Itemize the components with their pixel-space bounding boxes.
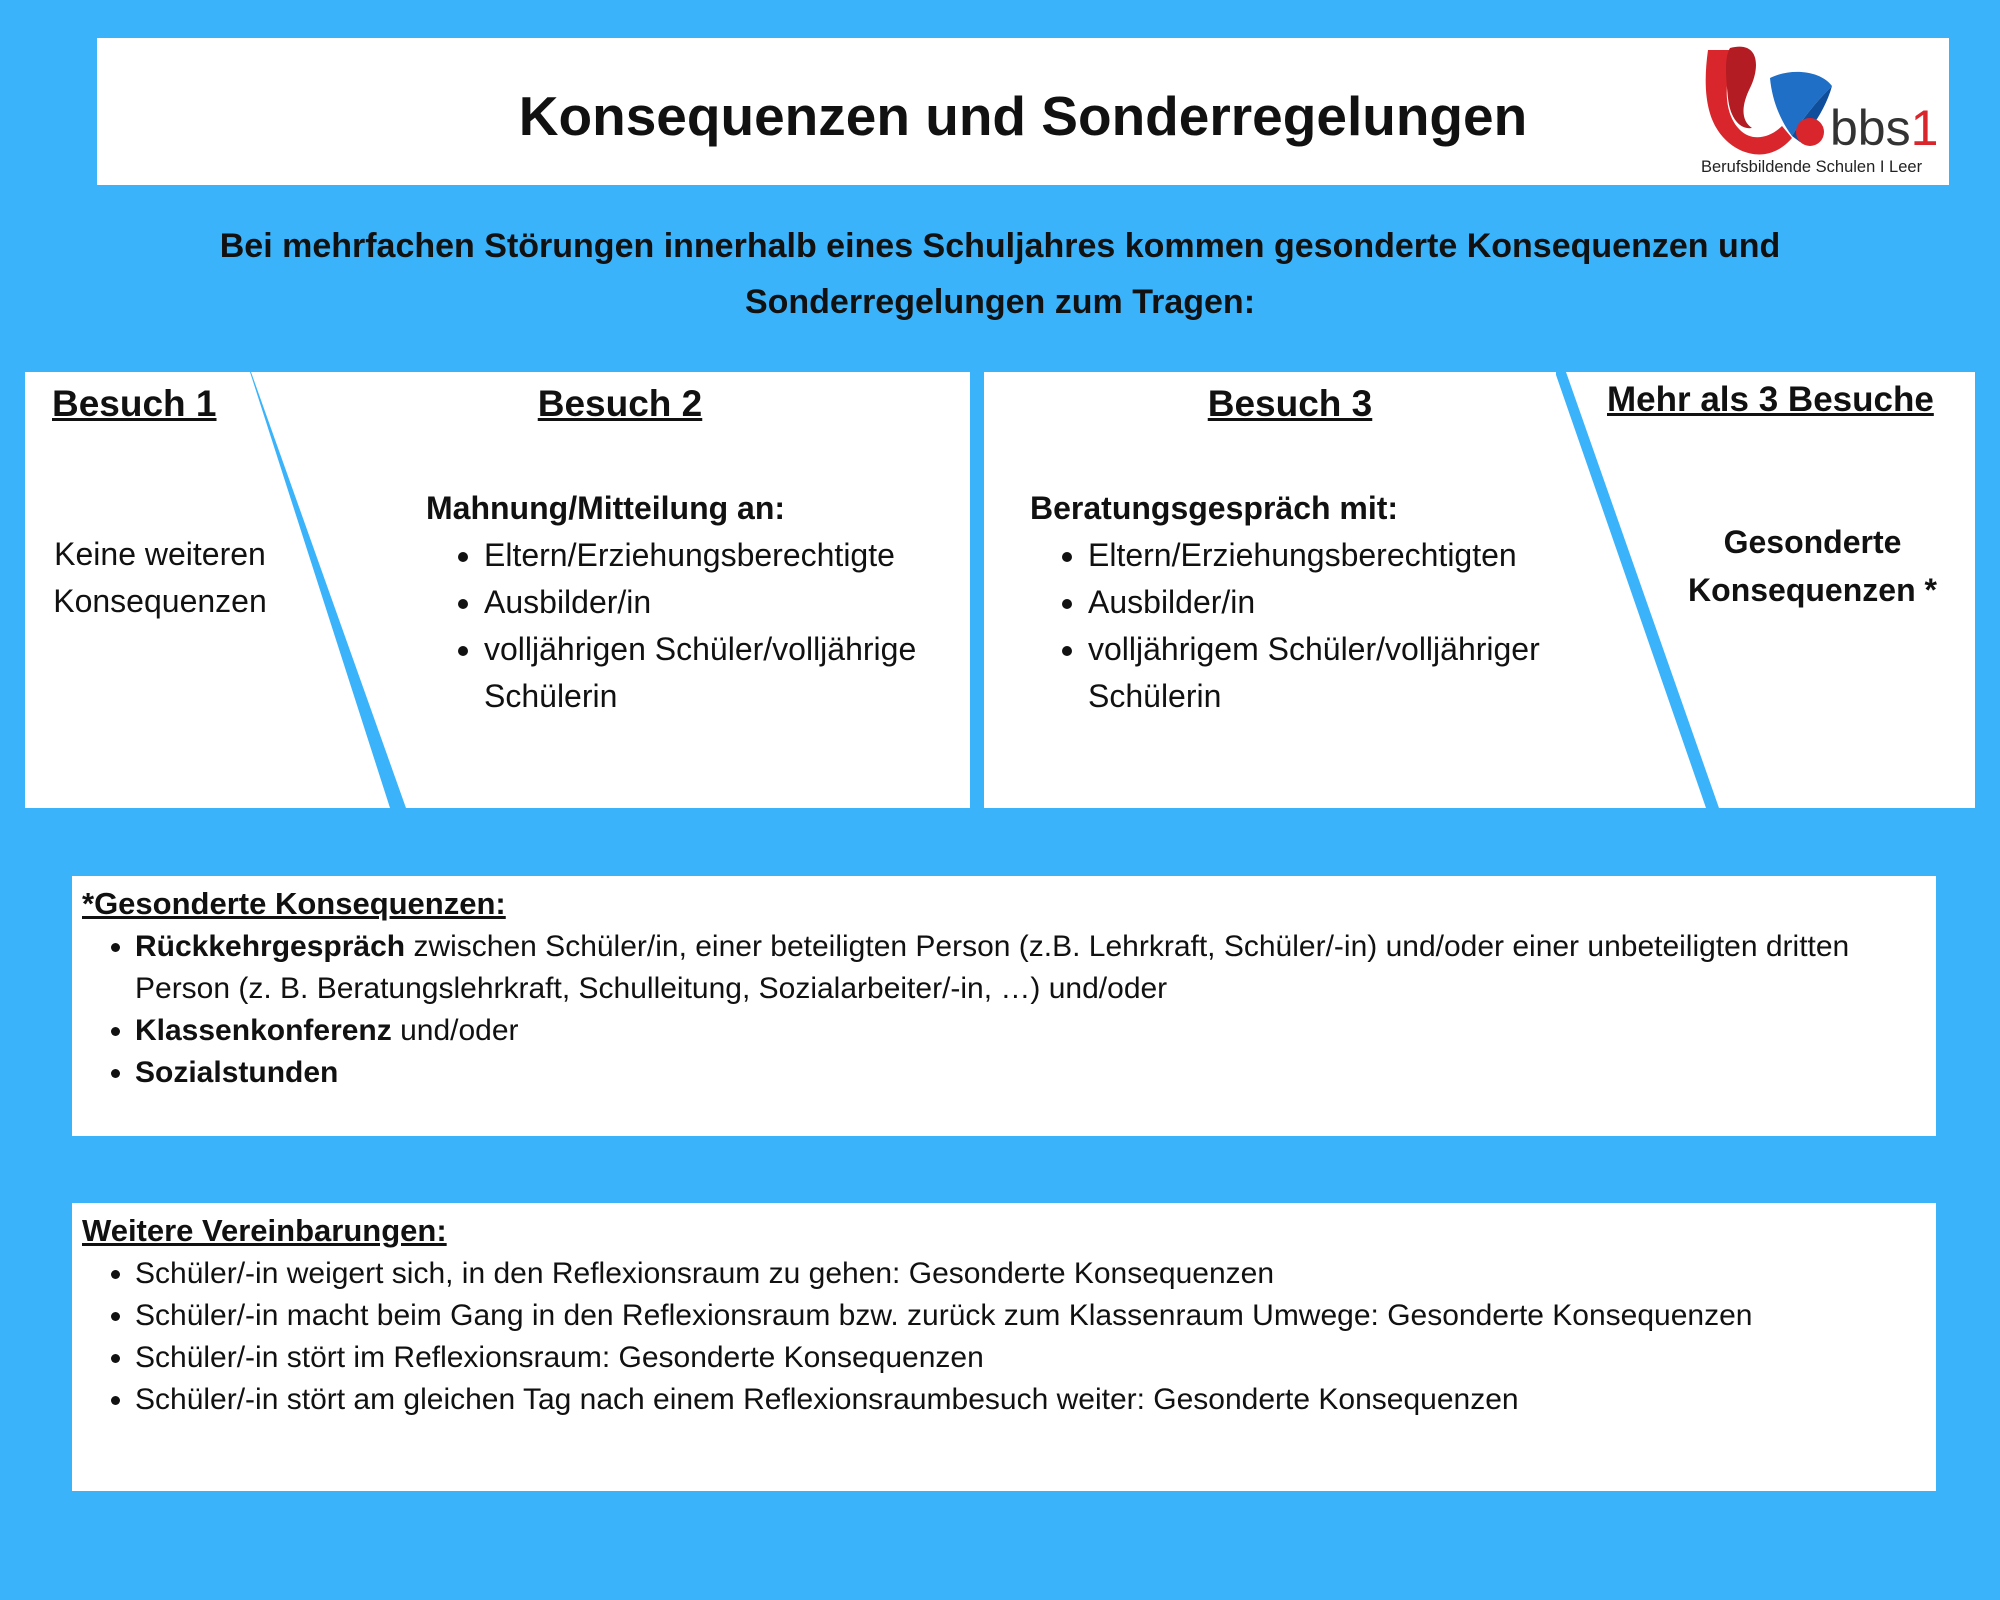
visit-1-text: Keine weiteren Konsequenzen [53, 536, 267, 619]
list-item: • Klassenkonferenz und/oder [135, 1010, 1905, 1052]
list-item: • Sozialstunden [135, 1052, 1905, 1094]
list-item: • Schüler/-in stört im Reflexionsraum: Gesonderte Konsequenzen [135, 1337, 1925, 1379]
list-item: • Ausbilder/in [484, 579, 966, 626]
logo-subtitle: Berufsbildende Schulen I Leer [1701, 158, 1923, 176]
list-item: • Schüler/-in weigert sich, in den Reflexionsraum zu gehen: Gesonderte Konsequenzen [135, 1253, 1925, 1295]
logo-wordmark: bbs1 [1830, 100, 1939, 156]
page-title: Konsequenzen und Sonderregelungen [518, 85, 1528, 147]
list-item: • Schüler/-in stört am gleichen Tag nach einem Reflexionsraumbesuch weiter: Gesonderte Konsequenzen [135, 1379, 1925, 1421]
visit-2-list [426, 532, 966, 720]
agreements-list [72, 1253, 1925, 1421]
visit-1-heading: Besuch 1 [52, 383, 217, 424]
visit-4-text: Gesonderte Konsequenzen * [1688, 524, 1937, 608]
special-consequences-list [72, 926, 1905, 1094]
special-consequences-box [72, 876, 1936, 1136]
visit-3-lead: Beratungsgespräch mit: [1030, 490, 1399, 526]
list-item: • Schüler/-in macht beim Gang in den Reflexionsraum bzw. zurück zum Klassenraum Umwege: Gesonderte Konsequenzen [135, 1295, 1925, 1337]
visit-2-content [426, 485, 966, 720]
list-item: • Ausbilder/in [1088, 579, 1570, 626]
list-item: • Eltern/Erziehungsberechtigten [1088, 532, 1570, 579]
visit-3-heading: Besuch 3 [1207, 383, 1373, 424]
agreements-box [72, 1203, 1936, 1491]
list-item: • Rückkehrgespräch zwischen Schüler/in, einer beteiligten Person (z.B. Lehrkraft, Schüler/-in) und/oder einer unbeteiligten dritten Person (z. B. Beratungslehrkraft, Schulleitung, Sozialarbeiter/-in, …) und/oder [135, 926, 1905, 1010]
visit-3-content [1030, 485, 1570, 720]
visit-3-list [1030, 532, 1570, 720]
agreements-title: Weitere Vereinbarungen: [82, 1213, 447, 1248]
visit-2-heading: Besuch 2 [537, 383, 703, 424]
list-item: • Eltern/Erziehungsberechtigte [484, 532, 966, 579]
visit-2-lead: Mahnung/Mitteilung an: [426, 490, 786, 526]
visit-4-heading: Mehr als 3 Besuche [1607, 380, 1934, 419]
special-consequences-title: *Gesonderte Konsequenzen: [82, 886, 506, 921]
intro-text: Bei mehrfachen Störungen innerhalb eines Schuljahres kommen gesonderte Konsequenzen und Sonderregelungen zum Tragen: [219, 227, 1781, 321]
list-item: • volljährigem Schüler/volljähriger Schülerin [1088, 626, 1570, 720]
list-item: • volljährigen Schüler/volljährige Schülerin [484, 626, 966, 720]
